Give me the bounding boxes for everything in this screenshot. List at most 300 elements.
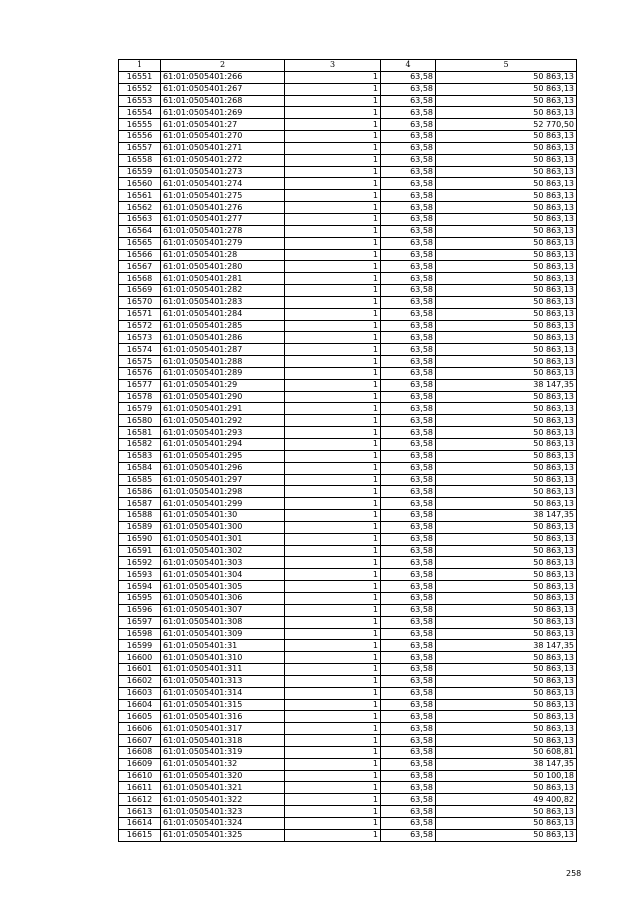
- value-cell: 50 863,13: [436, 83, 577, 95]
- table-row: [119, 249, 577, 261]
- cadastral-number-cell: 61:01:0505401:275: [161, 190, 285, 202]
- quantity-cell: 1: [285, 675, 381, 687]
- cadastral-number-cell: 61:01:0505401:286: [161, 332, 285, 344]
- area-cell: 63,58: [381, 119, 436, 131]
- area-cell: 63,58: [381, 592, 436, 604]
- cadastral-number-cell: 61:01:0505401:320: [161, 770, 285, 782]
- value-cell: 50 863,13: [436, 462, 577, 474]
- cadastral-number-cell: 61:01:0505401:270: [161, 131, 285, 143]
- row-number-cell: 16610: [119, 770, 161, 782]
- area-cell: 63,58: [381, 391, 436, 403]
- quantity-cell: 1: [285, 154, 381, 166]
- area-cell: 63,58: [381, 213, 436, 225]
- value-cell: 50 863,13: [436, 332, 577, 344]
- value-cell: 50 863,13: [436, 616, 577, 628]
- cadastral-number-cell: 61:01:0505401:311: [161, 664, 285, 676]
- quantity-cell: 1: [285, 166, 381, 178]
- quantity-cell: 1: [285, 83, 381, 95]
- area-cell: 63,58: [381, 190, 436, 202]
- cadastral-number-cell: 61:01:0505401:29: [161, 379, 285, 391]
- cadastral-number-cell: 61:01:0505401:32: [161, 758, 285, 770]
- value-cell: 50 863,13: [436, 699, 577, 711]
- area-cell: 63,58: [381, 249, 436, 261]
- column-header: 1: [119, 60, 161, 72]
- quantity-cell: 1: [285, 142, 381, 154]
- row-number-cell: 16603: [119, 687, 161, 699]
- row-number-cell: 16580: [119, 415, 161, 427]
- cadastral-number-cell: 61:01:0505401:306: [161, 592, 285, 604]
- column-header: 2: [161, 60, 285, 72]
- area-cell: 63,58: [381, 711, 436, 723]
- table-row: [119, 723, 577, 735]
- table-row: [119, 664, 577, 676]
- quantity-cell: 1: [285, 699, 381, 711]
- cadastral-number-cell: 61:01:0505401:313: [161, 675, 285, 687]
- cadastral-number-cell: 61:01:0505401:294: [161, 439, 285, 451]
- table-row: [119, 427, 577, 439]
- row-number-cell: 16606: [119, 723, 161, 735]
- area-cell: 63,58: [381, 83, 436, 95]
- table-row: [119, 581, 577, 593]
- quantity-cell: 1: [285, 545, 381, 557]
- area-cell: 63,58: [381, 237, 436, 249]
- cadastral-number-cell: 61:01:0505401:300: [161, 521, 285, 533]
- value-cell: 50 863,13: [436, 131, 577, 143]
- quantity-cell: 1: [285, 806, 381, 818]
- row-number-cell: 16597: [119, 616, 161, 628]
- quantity-cell: 1: [285, 770, 381, 782]
- cadastral-number-cell: 61:01:0505401:319: [161, 746, 285, 758]
- value-cell: 50 863,13: [436, 344, 577, 356]
- cadastral-number-cell: 61:01:0505401:291: [161, 403, 285, 415]
- table-row: [119, 474, 577, 486]
- table-row: [119, 320, 577, 332]
- cadastral-number-cell: 61:01:0505401:280: [161, 261, 285, 273]
- row-number-cell: 16596: [119, 604, 161, 616]
- value-cell: 50 863,13: [436, 592, 577, 604]
- cadastral-number-cell: 61:01:0505401:307: [161, 604, 285, 616]
- table-row: [119, 533, 577, 545]
- quantity-cell: 1: [285, 107, 381, 119]
- cadastral-number-cell: 61:01:0505401:283: [161, 296, 285, 308]
- table-row: [119, 450, 577, 462]
- row-number-cell: 16588: [119, 510, 161, 522]
- area-cell: 63,58: [381, 379, 436, 391]
- column-header: 3: [285, 60, 381, 72]
- quantity-cell: 1: [285, 829, 381, 841]
- cadastral-number-cell: 61:01:0505401:290: [161, 391, 285, 403]
- quantity-cell: 1: [285, 190, 381, 202]
- area-cell: 63,58: [381, 640, 436, 652]
- area-cell: 63,58: [381, 723, 436, 735]
- quantity-cell: 1: [285, 249, 381, 261]
- row-number-cell: 16612: [119, 794, 161, 806]
- area-cell: 63,58: [381, 687, 436, 699]
- value-cell: 50 100,18: [436, 770, 577, 782]
- cadastral-number-cell: 61:01:0505401:274: [161, 178, 285, 190]
- quantity-cell: 1: [285, 604, 381, 616]
- cadastral-number-cell: 61:01:0505401:273: [161, 166, 285, 178]
- quantity-cell: 1: [285, 308, 381, 320]
- cadastral-number-cell: 61:01:0505401:289: [161, 367, 285, 379]
- table-row: [119, 202, 577, 214]
- quantity-cell: 1: [285, 403, 381, 415]
- row-number-cell: 16553: [119, 95, 161, 107]
- row-number-cell: 16552: [119, 83, 161, 95]
- area-cell: 63,58: [381, 675, 436, 687]
- table-row: [119, 806, 577, 818]
- quantity-cell: 1: [285, 723, 381, 735]
- value-cell: 50 863,13: [436, 427, 577, 439]
- row-number-cell: 16594: [119, 581, 161, 593]
- quantity-cell: 1: [285, 415, 381, 427]
- table-row: [119, 285, 577, 297]
- value-cell: 50 863,13: [436, 107, 577, 119]
- cadastral-number-cell: 61:01:0505401:278: [161, 225, 285, 237]
- area-cell: 63,58: [381, 427, 436, 439]
- row-number-cell: 16579: [119, 403, 161, 415]
- cadastral-number-cell: 61:01:0505401:266: [161, 71, 285, 83]
- quantity-cell: 1: [285, 178, 381, 190]
- cadastral-number-cell: 61:01:0505401:314: [161, 687, 285, 699]
- cadastral-number-cell: 61:01:0505401:315: [161, 699, 285, 711]
- row-number-cell: 16583: [119, 450, 161, 462]
- value-cell: 50 863,13: [436, 521, 577, 533]
- area-cell: 63,58: [381, 415, 436, 427]
- row-number-cell: 16589: [119, 521, 161, 533]
- cadastral-number-cell: 61:01:0505401:324: [161, 818, 285, 830]
- cadastral-number-cell: 61:01:0505401:30: [161, 510, 285, 522]
- cadastral-number-cell: 61:01:0505401:277: [161, 213, 285, 225]
- cadastral-number-cell: 61:01:0505401:282: [161, 285, 285, 297]
- value-cell: 50 863,13: [436, 273, 577, 285]
- value-cell: 50 863,13: [436, 664, 577, 676]
- row-number-cell: 16563: [119, 213, 161, 225]
- table-row: [119, 486, 577, 498]
- quantity-cell: 1: [285, 119, 381, 131]
- quantity-cell: 1: [285, 450, 381, 462]
- quantity-cell: 1: [285, 367, 381, 379]
- cadastral-number-cell: 61:01:0505401:304: [161, 569, 285, 581]
- value-cell: 50 863,13: [436, 285, 577, 297]
- row-number-cell: 16567: [119, 261, 161, 273]
- table-row: [119, 829, 577, 841]
- cadastral-number-cell: 61:01:0505401:287: [161, 344, 285, 356]
- quantity-cell: 1: [285, 782, 381, 794]
- quantity-cell: 1: [285, 735, 381, 747]
- area-cell: 63,58: [381, 474, 436, 486]
- cadastral-number-cell: 61:01:0505401:271: [161, 142, 285, 154]
- quantity-cell: 1: [285, 652, 381, 664]
- row-number-cell: 16551: [119, 71, 161, 83]
- row-number-cell: 16562: [119, 202, 161, 214]
- cadastral-number-cell: 61:01:0505401:272: [161, 154, 285, 166]
- quantity-cell: 1: [285, 818, 381, 830]
- value-cell: 38 147,35: [436, 379, 577, 391]
- value-cell: 50 608,81: [436, 746, 577, 758]
- value-cell: 50 863,13: [436, 581, 577, 593]
- row-number-cell: 16559: [119, 166, 161, 178]
- table-row: [119, 557, 577, 569]
- area-cell: 63,58: [381, 829, 436, 841]
- table-row: [119, 439, 577, 451]
- value-cell: 50 863,13: [436, 249, 577, 261]
- cadastral-number-cell: 61:01:0505401:281: [161, 273, 285, 285]
- row-number-cell: 16593: [119, 569, 161, 581]
- quantity-cell: 1: [285, 71, 381, 83]
- cadastral-number-cell: 61:01:0505401:316: [161, 711, 285, 723]
- table-row: [119, 107, 577, 119]
- row-number-cell: 16615: [119, 829, 161, 841]
- quantity-cell: 1: [285, 320, 381, 332]
- quantity-cell: 1: [285, 521, 381, 533]
- quantity-cell: 1: [285, 486, 381, 498]
- row-number-cell: 16565: [119, 237, 161, 249]
- quantity-cell: 1: [285, 296, 381, 308]
- value-cell: 50 863,13: [436, 71, 577, 83]
- table-row: [119, 213, 577, 225]
- table-row: [119, 391, 577, 403]
- value-cell: 50 863,13: [436, 403, 577, 415]
- table-row: [119, 332, 577, 344]
- data-table: [118, 59, 577, 842]
- value-cell: 50 863,13: [436, 166, 577, 178]
- table-row: [119, 616, 577, 628]
- area-cell: 63,58: [381, 794, 436, 806]
- row-number-cell: 16608: [119, 746, 161, 758]
- value-cell: 50 863,13: [436, 439, 577, 451]
- area-cell: 63,58: [381, 344, 436, 356]
- area-cell: 63,58: [381, 782, 436, 794]
- area-cell: 63,58: [381, 154, 436, 166]
- row-number-cell: 16590: [119, 533, 161, 545]
- value-cell: 50 863,13: [436, 202, 577, 214]
- table-row: [119, 415, 577, 427]
- table-row: [119, 83, 577, 95]
- value-cell: 50 863,13: [436, 818, 577, 830]
- row-number-cell: 16555: [119, 119, 161, 131]
- table-row: [119, 296, 577, 308]
- quantity-cell: 1: [285, 592, 381, 604]
- row-number-cell: 16573: [119, 332, 161, 344]
- table-row: [119, 403, 577, 415]
- table-row: [119, 521, 577, 533]
- quantity-cell: 1: [285, 202, 381, 214]
- table-row: [119, 675, 577, 687]
- quantity-cell: 1: [285, 794, 381, 806]
- table-row: [119, 178, 577, 190]
- table-row: [119, 273, 577, 285]
- quantity-cell: 1: [285, 213, 381, 225]
- area-cell: 63,58: [381, 616, 436, 628]
- row-number-cell: 16611: [119, 782, 161, 794]
- area-cell: 63,58: [381, 818, 436, 830]
- cadastral-number-cell: 61:01:0505401:296: [161, 462, 285, 474]
- table-row: [119, 498, 577, 510]
- area-cell: 63,58: [381, 533, 436, 545]
- area-cell: 63,58: [381, 367, 436, 379]
- value-cell: 38 147,35: [436, 510, 577, 522]
- table-row: [119, 154, 577, 166]
- cadastral-number-cell: 61:01:0505401:299: [161, 498, 285, 510]
- cadastral-number-cell: 61:01:0505401:293: [161, 427, 285, 439]
- cadastral-number-cell: 61:01:0505401:303: [161, 557, 285, 569]
- value-cell: 50 863,13: [436, 545, 577, 557]
- value-cell: 50 863,13: [436, 806, 577, 818]
- area-cell: 63,58: [381, 131, 436, 143]
- area-cell: 63,58: [381, 142, 436, 154]
- row-number-cell: 16574: [119, 344, 161, 356]
- area-cell: 63,58: [381, 107, 436, 119]
- header-row: [119, 60, 577, 72]
- row-number-cell: 16582: [119, 439, 161, 451]
- area-cell: 63,58: [381, 510, 436, 522]
- table-row: [119, 592, 577, 604]
- area-cell: 63,58: [381, 581, 436, 593]
- value-cell: 50 863,13: [436, 652, 577, 664]
- table-row: [119, 142, 577, 154]
- table-row: [119, 770, 577, 782]
- area-cell: 63,58: [381, 557, 436, 569]
- row-number-cell: 16602: [119, 675, 161, 687]
- area-cell: 63,58: [381, 225, 436, 237]
- value-cell: 50 863,13: [436, 320, 577, 332]
- row-number-cell: 16609: [119, 758, 161, 770]
- table-row: [119, 344, 577, 356]
- value-cell: 50 863,13: [436, 711, 577, 723]
- quantity-cell: 1: [285, 616, 381, 628]
- cadastral-number-cell: 61:01:0505401:279: [161, 237, 285, 249]
- value-cell: 50 863,13: [436, 237, 577, 249]
- value-cell: 50 863,13: [436, 95, 577, 107]
- row-number-cell: 16557: [119, 142, 161, 154]
- quantity-cell: 1: [285, 427, 381, 439]
- quantity-cell: 1: [285, 462, 381, 474]
- value-cell: 50 863,13: [436, 308, 577, 320]
- column-header: 4: [381, 60, 436, 72]
- value-cell: 50 863,13: [436, 296, 577, 308]
- table-row: [119, 569, 577, 581]
- area-cell: 63,58: [381, 261, 436, 273]
- area-cell: 63,58: [381, 178, 436, 190]
- area-cell: 63,58: [381, 746, 436, 758]
- table-row: [119, 510, 577, 522]
- quantity-cell: 1: [285, 95, 381, 107]
- table-row: [119, 545, 577, 557]
- cadastral-number-cell: 61:01:0505401:269: [161, 107, 285, 119]
- value-cell: 50 863,13: [436, 213, 577, 225]
- area-cell: 63,58: [381, 664, 436, 676]
- value-cell: 50 863,13: [436, 225, 577, 237]
- quantity-cell: 1: [285, 557, 381, 569]
- area-cell: 63,58: [381, 604, 436, 616]
- row-number-cell: 16570: [119, 296, 161, 308]
- value-cell: 50 863,13: [436, 675, 577, 687]
- area-cell: 63,58: [381, 285, 436, 297]
- area-cell: 63,58: [381, 273, 436, 285]
- cadastral-number-cell: 61:01:0505401:322: [161, 794, 285, 806]
- table-row: [119, 95, 577, 107]
- table-row: [119, 308, 577, 320]
- row-number-cell: 16564: [119, 225, 161, 237]
- area-cell: 63,58: [381, 166, 436, 178]
- cadastral-number-cell: 61:01:0505401:318: [161, 735, 285, 747]
- cadastral-number-cell: 61:01:0505401:325: [161, 829, 285, 841]
- quantity-cell: 1: [285, 474, 381, 486]
- value-cell: 50 863,13: [436, 687, 577, 699]
- area-cell: 63,58: [381, 202, 436, 214]
- cadastral-number-cell: 61:01:0505401:27: [161, 119, 285, 131]
- cadastral-number-cell: 61:01:0505401:310: [161, 652, 285, 664]
- value-cell: 50 863,13: [436, 486, 577, 498]
- table-row: [119, 379, 577, 391]
- row-number-cell: 16585: [119, 474, 161, 486]
- cadastral-number-cell: 61:01:0505401:308: [161, 616, 285, 628]
- table-row: [119, 794, 577, 806]
- quantity-cell: 1: [285, 498, 381, 510]
- cadastral-number-cell: 61:01:0505401:31: [161, 640, 285, 652]
- table-row: [119, 758, 577, 770]
- row-number-cell: 16571: [119, 308, 161, 320]
- table-row: [119, 640, 577, 652]
- row-number-cell: 16586: [119, 486, 161, 498]
- row-number-cell: 16577: [119, 379, 161, 391]
- area-cell: 63,58: [381, 521, 436, 533]
- table-row: [119, 746, 577, 758]
- value-cell: 50 863,13: [436, 498, 577, 510]
- table-row: [119, 711, 577, 723]
- area-cell: 63,58: [381, 735, 436, 747]
- cadastral-number-cell: 61:01:0505401:288: [161, 356, 285, 368]
- table-row: [119, 119, 577, 131]
- area-cell: 63,58: [381, 569, 436, 581]
- row-number-cell: 16592: [119, 557, 161, 569]
- cadastral-number-cell: 61:01:0505401:285: [161, 320, 285, 332]
- cadastral-number-cell: 61:01:0505401:321: [161, 782, 285, 794]
- quantity-cell: 1: [285, 261, 381, 273]
- table-row: [119, 782, 577, 794]
- value-cell: 50 863,13: [436, 569, 577, 581]
- value-cell: 38 147,35: [436, 758, 577, 770]
- value-cell: 50 863,13: [436, 474, 577, 486]
- cadastral-number-cell: 61:01:0505401:295: [161, 450, 285, 462]
- table-row: [119, 652, 577, 664]
- row-number-cell: 16581: [119, 427, 161, 439]
- cadastral-number-cell: 61:01:0505401:267: [161, 83, 285, 95]
- quantity-cell: 1: [285, 332, 381, 344]
- cadastral-number-cell: 61:01:0505401:28: [161, 249, 285, 261]
- row-number-cell: 16614: [119, 818, 161, 830]
- table-row: [119, 166, 577, 178]
- area-cell: 63,58: [381, 770, 436, 782]
- row-number-cell: 16575: [119, 356, 161, 368]
- table-row: [119, 687, 577, 699]
- value-cell: 50 863,13: [436, 604, 577, 616]
- value-cell: 50 863,13: [436, 723, 577, 735]
- area-cell: 63,58: [381, 628, 436, 640]
- quantity-cell: 1: [285, 439, 381, 451]
- quantity-cell: 1: [285, 344, 381, 356]
- area-cell: 63,58: [381, 439, 436, 451]
- value-cell: 50 863,13: [436, 391, 577, 403]
- quantity-cell: 1: [285, 391, 381, 403]
- area-cell: 63,58: [381, 95, 436, 107]
- cadastral-number-cell: 61:01:0505401:292: [161, 415, 285, 427]
- value-cell: 38 147,35: [436, 640, 577, 652]
- value-cell: 50 863,13: [436, 178, 577, 190]
- value-cell: 50 863,13: [436, 735, 577, 747]
- cadastral-number-cell: 61:01:0505401:317: [161, 723, 285, 735]
